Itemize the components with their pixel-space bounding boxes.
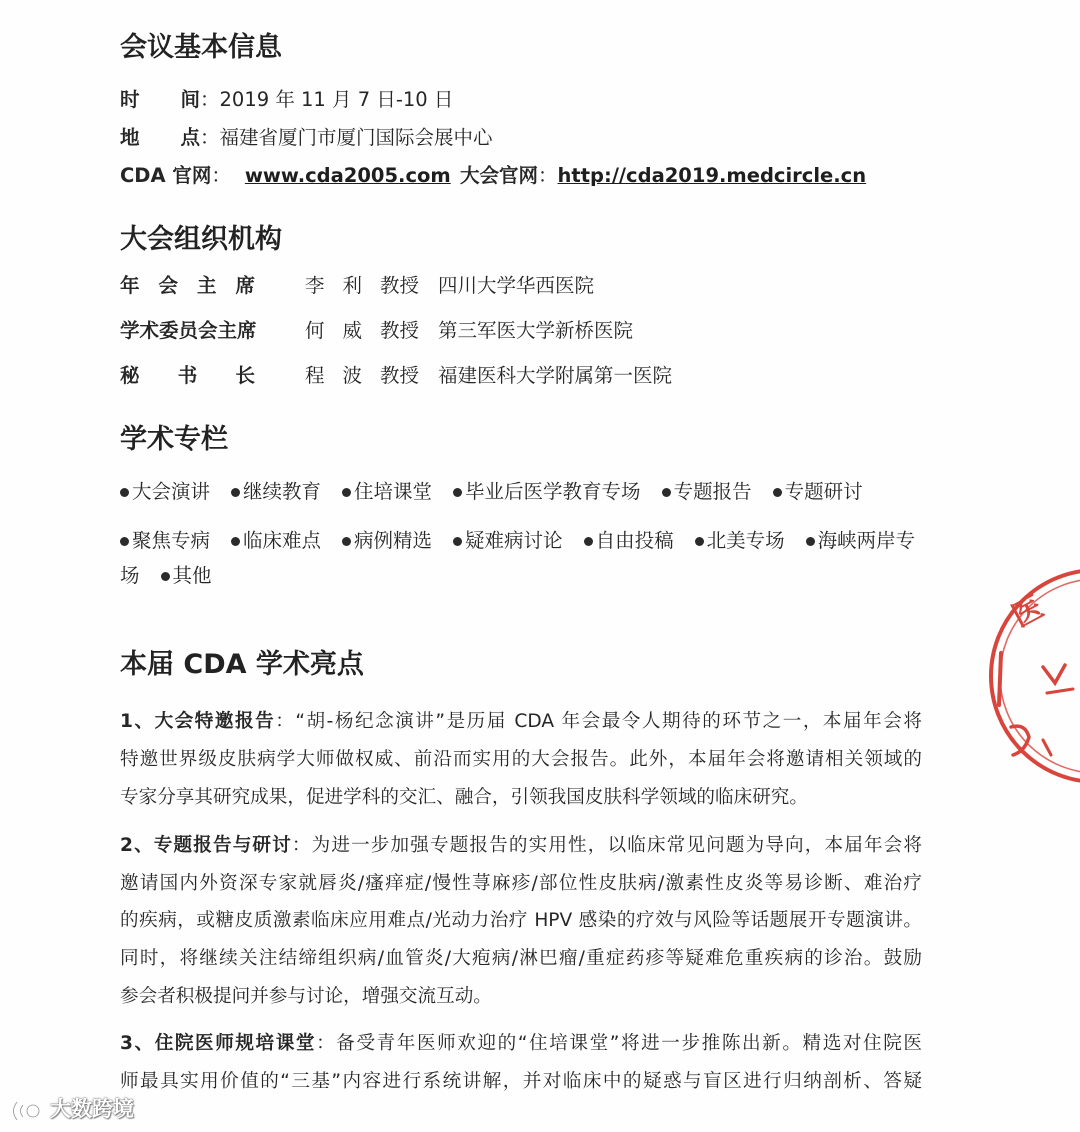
info-row-time	[120, 87, 453, 113]
org-row-secretary-general	[120, 363, 760, 389]
bullet-icon	[773, 488, 782, 497]
bullet-icon	[453, 537, 462, 546]
column-item	[584, 528, 674, 554]
column-item-label: 专题研讨	[784, 480, 863, 503]
column-item-continuation: 场	[120, 564, 140, 587]
highlight-2-line	[120, 984, 922, 1010]
highlight-text: ：为进一步加强专题报告的实用性，以临床常见问题为导向，本届年会将	[291, 835, 922, 856]
highlight-2-line	[120, 946, 922, 972]
highlight-3-line	[120, 1031, 922, 1057]
org-institution: 福建医科大学附属第一医院	[438, 364, 673, 387]
bullet-icon	[231, 488, 240, 497]
bullet-icon	[584, 537, 593, 546]
column-item-label: 临床难点	[243, 529, 322, 552]
column-item	[806, 528, 916, 554]
highlight-text: 专家分享其研究成果，促进学科的交汇、融合，引领我国皮肤科学领域的临床研究。	[120, 787, 808, 808]
congress-site-colon: ：	[538, 164, 558, 187]
place-value: ：福建省厦门市厦门国际会展中心	[200, 126, 493, 149]
org-name: 程波	[305, 364, 362, 387]
highlight-2-lead: 2、专题报告与研讨	[120, 835, 292, 856]
highlight-text: 师最具实用价值的“三基”内容进行系统讲解，并对临床中的疑惑与盲区进行归纳剖析、答疑	[120, 1071, 922, 1092]
stamp-char: 医	[1006, 589, 1050, 635]
stamp-mark	[1047, 689, 1073, 693]
column-item	[120, 528, 210, 554]
bullet-icon	[120, 488, 129, 497]
column-item-label: 大会演讲	[132, 480, 211, 503]
org-institution: 四川大学华西医院	[438, 274, 595, 297]
column-item	[231, 528, 321, 554]
columns-line-3	[120, 563, 212, 589]
stamp-mark	[999, 653, 1001, 705]
columns-line-1	[120, 479, 863, 505]
red-seal-stamp	[985, 555, 1080, 800]
bullet-icon	[342, 488, 351, 497]
org-row-chair	[120, 273, 760, 299]
highlight-text: ：备受青年医师欢迎的“住培课堂”将进一步推陈出新。精选对住院医	[316, 1033, 922, 1054]
highlight-1-line	[120, 709, 922, 735]
highlight-1-line	[120, 785, 922, 811]
section-heading-highlights: 本届 CDA 学术亮点	[120, 649, 364, 680]
column-item	[231, 479, 321, 505]
column-item	[161, 563, 212, 589]
info-row-cda-site	[120, 163, 451, 189]
highlight-2-line	[120, 833, 922, 859]
section-heading-columns: 学术专栏	[120, 424, 228, 455]
org-role: 年会主席	[120, 274, 255, 297]
column-item	[120, 479, 210, 505]
highlight-3-line	[120, 1069, 922, 1095]
column-item-label: 聚焦专病	[132, 529, 211, 552]
time-value: ：2019 年 11 月 7 日-10 日	[200, 88, 454, 111]
highlight-1-line	[120, 747, 922, 773]
column-item	[342, 479, 432, 505]
column-item	[773, 479, 863, 505]
column-item-label: 专题报告	[673, 480, 752, 503]
stamp-mark	[1043, 665, 1065, 683]
column-item	[342, 528, 432, 554]
highlight-text: 特邀世界级皮肤病学大师做权威、前沿而实用的大会报告。此外，本届年会将邀请相关领域的	[120, 749, 922, 770]
org-role: 学术委员会主席	[120, 319, 257, 342]
org-role: 秘书长	[120, 364, 255, 387]
org-title: 教授	[380, 274, 420, 297]
bullet-icon	[120, 537, 129, 546]
congress-site-label: 大会官网	[460, 164, 539, 187]
bullet-icon	[806, 537, 815, 546]
cda-site-link[interactable]: www.cda2005.com	[244, 164, 451, 187]
highlight-1-lead: 1、大会特邀报告	[120, 711, 276, 732]
column-item-label: 毕业后医学教育专场	[465, 480, 641, 503]
org-name: 何威	[305, 319, 362, 342]
highlight-2-line	[120, 908, 922, 934]
highlight-text: 邀请国内外资深专家就唇炎/瘙痒症/慢性荨麻疹/部位性皮肤病/激素性皮炎等易诊断、难治疗	[120, 873, 922, 894]
highlight-text: ：“胡-杨纪念演讲”是历届 CDA 年会最令人期待的环节之一，本届年会将	[275, 711, 922, 732]
bullet-icon	[662, 488, 671, 497]
place-label: 地点	[120, 126, 200, 149]
congress-site-link[interactable]: http://cda2019.medcircle.cn	[557, 164, 867, 187]
column-item	[662, 479, 752, 505]
column-item-label: 自由投稿	[595, 529, 674, 552]
highlight-text: 同时，将继续关注结缔组织病/血管炎/大疱病/淋巴瘤/重症药疹等疑难危重疾病的诊治。鼓励	[120, 948, 922, 969]
org-title: 教授	[380, 364, 420, 387]
time-label: 时间	[120, 88, 200, 111]
column-item	[695, 528, 785, 554]
column-item-label: 病例精选	[354, 529, 433, 552]
column-item-label: 住培课堂	[354, 480, 433, 503]
org-institution: 第三军医大学新桥医院	[438, 319, 634, 342]
cda-site-colon: ：	[211, 164, 231, 187]
column-item-label: 北美专场	[706, 529, 785, 552]
section-heading-basic-info: 会议基本信息	[120, 32, 282, 63]
bullet-icon	[231, 537, 240, 546]
highlight-text: 的疾病，或糖皮质激素临床应用难点/光动力治疗 HPV 感染的疗效与风险等话题展开专题演讲。	[120, 910, 922, 931]
bullet-icon	[342, 537, 351, 546]
cda-site-label: CDA 官网	[120, 164, 212, 187]
bullet-icon	[695, 537, 704, 546]
column-item-label: 其他	[172, 564, 212, 587]
column-item-label: 继续教育	[243, 480, 322, 503]
brand-logo-icon	[8, 1097, 46, 1125]
column-item-label: 疑难病讨论	[465, 529, 563, 552]
org-title: 教授	[380, 319, 420, 342]
section-heading-organization: 大会组织机构	[120, 224, 282, 255]
org-name: 李利	[305, 274, 362, 297]
stamp-mark	[1043, 740, 1051, 755]
highlight-text: 参会者积极提问并参与讨论，增强交流互动。	[120, 986, 492, 1007]
bullet-icon	[161, 572, 170, 581]
highlight-2-line	[120, 871, 922, 897]
org-row-academic-chair	[120, 318, 760, 344]
column-item	[453, 528, 563, 554]
bullet-icon	[453, 488, 462, 497]
highlight-3-lead: 3、住院医师规培课堂	[120, 1033, 317, 1054]
column-item	[453, 479, 641, 505]
info-row-congress-site	[460, 163, 866, 189]
columns-line-2	[120, 528, 915, 554]
column-item-label: 海峡两岸专	[817, 529, 916, 552]
watermark-text: 大数跨境	[50, 1097, 134, 1121]
info-row-place	[120, 125, 493, 151]
